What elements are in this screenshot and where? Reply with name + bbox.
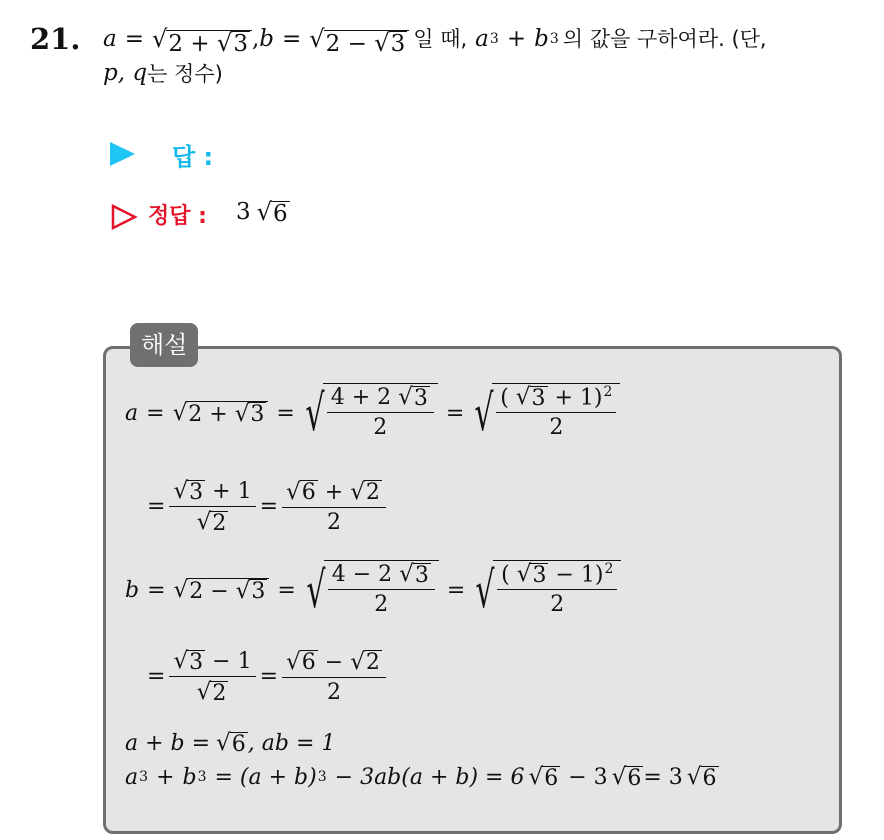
sol-a-bigsqrt-2: √ ( √ 3 + 1)$^2$ 2	[468, 383, 620, 443]
sol-b-frac-2: √ 6 − √ 2 2	[282, 649, 386, 705]
b-cubed-exp: 3	[549, 31, 559, 47]
solution-line-b-simplified	[147, 648, 390, 705]
solution-line-a	[125, 383, 620, 443]
problem-statement-line2	[103, 58, 223, 88]
answer-arrow-icon	[110, 142, 135, 166]
a-cubed-base: a	[475, 26, 489, 52]
sqrt-b-root: 3	[390, 30, 406, 57]
correct-sqrt: √ 6	[256, 198, 288, 227]
solution-tag: 해설	[130, 323, 198, 367]
solution-line-final: a 3 + b 3 = (a + b) 3 − 3ab(a + b) = 6 √ 6 − 3 √ 6 = 3 √ 6	[125, 764, 717, 791]
solution-line-b	[125, 560, 621, 620]
sqrt-b-inner: 2 −	[325, 30, 375, 57]
sqrt-b: √ 2 − √ 3	[309, 22, 409, 56]
eq: =	[259, 664, 279, 689]
sol-b-sqrt: √ 2 − √ 3	[174, 577, 270, 603]
b-cubed-base: b	[534, 26, 549, 52]
eq: =	[146, 400, 165, 426]
problem-statement-line1	[103, 22, 767, 56]
correct-answer-value	[236, 198, 290, 226]
comma: ,	[251, 26, 260, 52]
sol-b-lhs: b	[125, 577, 140, 603]
equals: =	[124, 26, 144, 52]
correct-coef: 3	[236, 199, 251, 225]
eq: =	[276, 400, 295, 426]
answer-label: 답 :	[172, 143, 214, 171]
eq: =	[259, 494, 279, 519]
sol-a-frac-1: √ 3 + 1 √ 2	[169, 478, 255, 535]
eq: =	[147, 494, 166, 519]
sqrt-a: √ 2 + √ 3	[152, 22, 252, 56]
plus: +	[506, 26, 527, 52]
a-cubed-exp: 3	[489, 31, 499, 47]
equals: =	[282, 26, 302, 52]
sol-a-lhs: a	[125, 400, 139, 426]
var-b: b	[259, 26, 274, 52]
sol-a-sqrt: √ 2 + √ 3	[173, 400, 269, 426]
var-a: a	[103, 26, 117, 52]
sol-b-frac-1: √ 3 − 1 √ 2	[169, 648, 255, 705]
solution-line-sum-product: a + b = √ 6 , ab = 1	[125, 730, 336, 757]
sol-a-frac-2: √ 6 + √ 2 2	[282, 479, 386, 535]
text-find: 의 값을 구하여라. (단,	[562, 27, 767, 51]
eq: =	[446, 577, 466, 603]
correct-answer-label: 정답 :	[148, 204, 207, 229]
eq: =	[445, 400, 465, 426]
text-integers: 는 정수)	[147, 62, 223, 86]
eq: =	[147, 664, 166, 689]
sol-b-bigsqrt-2: √ ( √ 3 − 1)$^2$ 2	[469, 560, 621, 620]
correct-arrow-icon	[110, 203, 138, 231]
eq: =	[277, 577, 296, 603]
sqrt-a-root: 3	[233, 30, 248, 57]
problem-number: 21.	[30, 22, 81, 56]
correct-root: 6	[273, 200, 288, 227]
vars-pq: p, q	[103, 60, 148, 86]
sol-a-bigsqrt-1: √ 4 + 2 √ 3 2	[299, 383, 438, 443]
solution-line-a-simplified	[147, 478, 390, 535]
eq: =	[147, 577, 166, 603]
sqrt-a-inner: 2 +	[168, 30, 217, 57]
sol-b-bigsqrt-1: √ 4 − 2 √ 3 2	[300, 560, 439, 620]
text-when: 일 때,	[413, 27, 468, 51]
